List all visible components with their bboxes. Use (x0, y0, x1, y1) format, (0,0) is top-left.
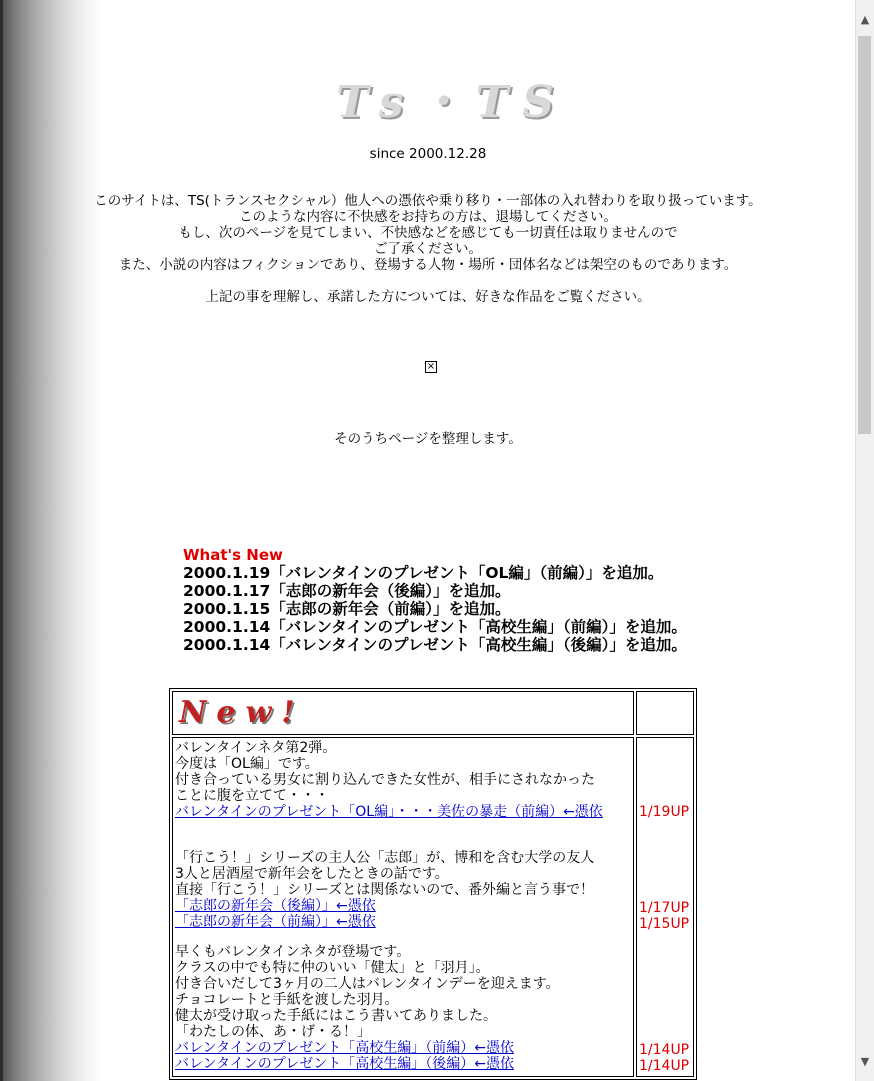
entries-cell (172, 737, 634, 1077)
entry-desc: 早くもバレンタインネタが登場です。 (175, 944, 411, 960)
notice-text: そのうちページを整理します。 (334, 431, 522, 447)
whats-new-section (183, 546, 687, 654)
entry-desc: 付き合っている男女に割り込んできた女性が、相手にされなかった (175, 772, 595, 788)
broken-image-icon: × (426, 361, 436, 372)
entry-highschool (175, 944, 631, 1072)
news-item: 2000.1.15「志郎の新年会（前編）」を追加。 (183, 600, 511, 618)
entry-desc: 直接「行こう！」シリーズとは関係ないので、番外編と言う事で！ (175, 882, 595, 898)
update-date: 1/17UP (639, 900, 690, 916)
update-date: 1/14UP (639, 1042, 690, 1058)
entry-desc: バレンタインネタ第2弾。 (175, 740, 337, 756)
new-works-table (169, 688, 697, 1080)
news-item: 2000.1.19「バレンタインのプレゼント「OL編」（前編）」を追加。 (183, 564, 664, 582)
scroll-up-icon[interactable]: ▲ (860, 13, 870, 26)
entry-desc: 「行こう！」シリーズの主人公「志郎」が、博和を含む大学の友人 (175, 850, 595, 866)
entry-desc: 3人と居酒屋で新年会をしたときの話です。 (175, 866, 449, 882)
entry-ol (175, 740, 631, 820)
news-item: 2000.1.14「バレンタインのプレゼント「高校生編」（前編）」を追加。 (183, 618, 687, 636)
entry-desc: チョコレートと手紙を渡した羽月。 (175, 992, 399, 1008)
entry-desc: 付き合いだして3ヶ月の二人はバレンタインデーを迎えます。 (175, 976, 560, 992)
new-banner-cell (172, 691, 634, 735)
entry-desc: 今度は「OL編」です。 (175, 756, 319, 772)
disclaimer-line-6: 上記の事を理解し、承諾した方については、好きな作品をご覧ください。 (205, 289, 651, 305)
whats-new-heading: What's New (183, 546, 283, 564)
story-link-ol-part1[interactable]: バレンタインのプレゼント「OL編」・・・美佐の暴走（前編）←憑依 (175, 804, 603, 820)
disclaimer-line-4: ご了承ください。 (374, 241, 482, 257)
disclaimer-line-5: また、小説の内容はフィクションであり、登場する人物・場所・団体名などは架空のものであります。 (118, 257, 738, 273)
since-date: since 2000.12.28 (369, 146, 487, 162)
new-banner: New! (179, 695, 305, 730)
update-dates-cell (636, 737, 694, 1077)
disclaimer-line-3: もし、次のページを見てしまい、不快感などを感じても一切責任は取りませんので (178, 225, 678, 241)
entry-shirou (175, 850, 631, 930)
story-link-highschool-part2[interactable]: バレンタインのプレゼント「高校生編」（後編）←憑依 (175, 1056, 514, 1072)
scrollbar-thumb[interactable] (858, 36, 871, 434)
disclaimer-line-2: このような内容に不快感をお持ちの方は、退場してください。 (239, 209, 617, 225)
scroll-down-icon[interactable]: ▼ (860, 1055, 870, 1068)
update-date: 1/19UP (639, 804, 690, 820)
news-item: 2000.1.17「志郎の新年会（後編）」を追加。 (183, 582, 511, 600)
story-link-shirou-part2[interactable]: 「志郎の新年会（後編）」←憑依 (175, 898, 376, 914)
update-date: 1/15UP (639, 916, 690, 932)
empty-header-cell (636, 691, 694, 735)
vertical-scrollbar[interactable] (855, 0, 874, 1081)
disclaimer-line-1: このサイトは、TS(トランスセクシャル）他人への憑依や乗り移り・一部体の入れ替わりを取り扱っています。 (94, 193, 762, 209)
entry-desc: ことに腹を立てて・・・ (175, 788, 329, 804)
update-date: 1/14UP (639, 1058, 690, 1074)
entry-desc: 「わたしの体、あ・げ・る！」 (175, 1024, 371, 1040)
news-item: 2000.1.14「バレンタインのプレゼント「高校生編」（後編）」を追加。 (183, 636, 687, 654)
site-logo: Ts・TS (336, 77, 568, 128)
entry-desc: クラスの中でも特に仲のいい「健太」と「羽月」。 (175, 960, 490, 976)
entry-desc: 健太が受け取った手紙にはこう書いてありました。 (175, 1008, 497, 1024)
story-link-shirou-part1[interactable]: 「志郎の新年会（前編）」←憑依 (175, 914, 376, 930)
story-link-highschool-part1[interactable]: バレンタインのプレゼント「高校生編」（前編）←憑依 (175, 1040, 514, 1056)
window-left-edge (0, 0, 3, 1081)
